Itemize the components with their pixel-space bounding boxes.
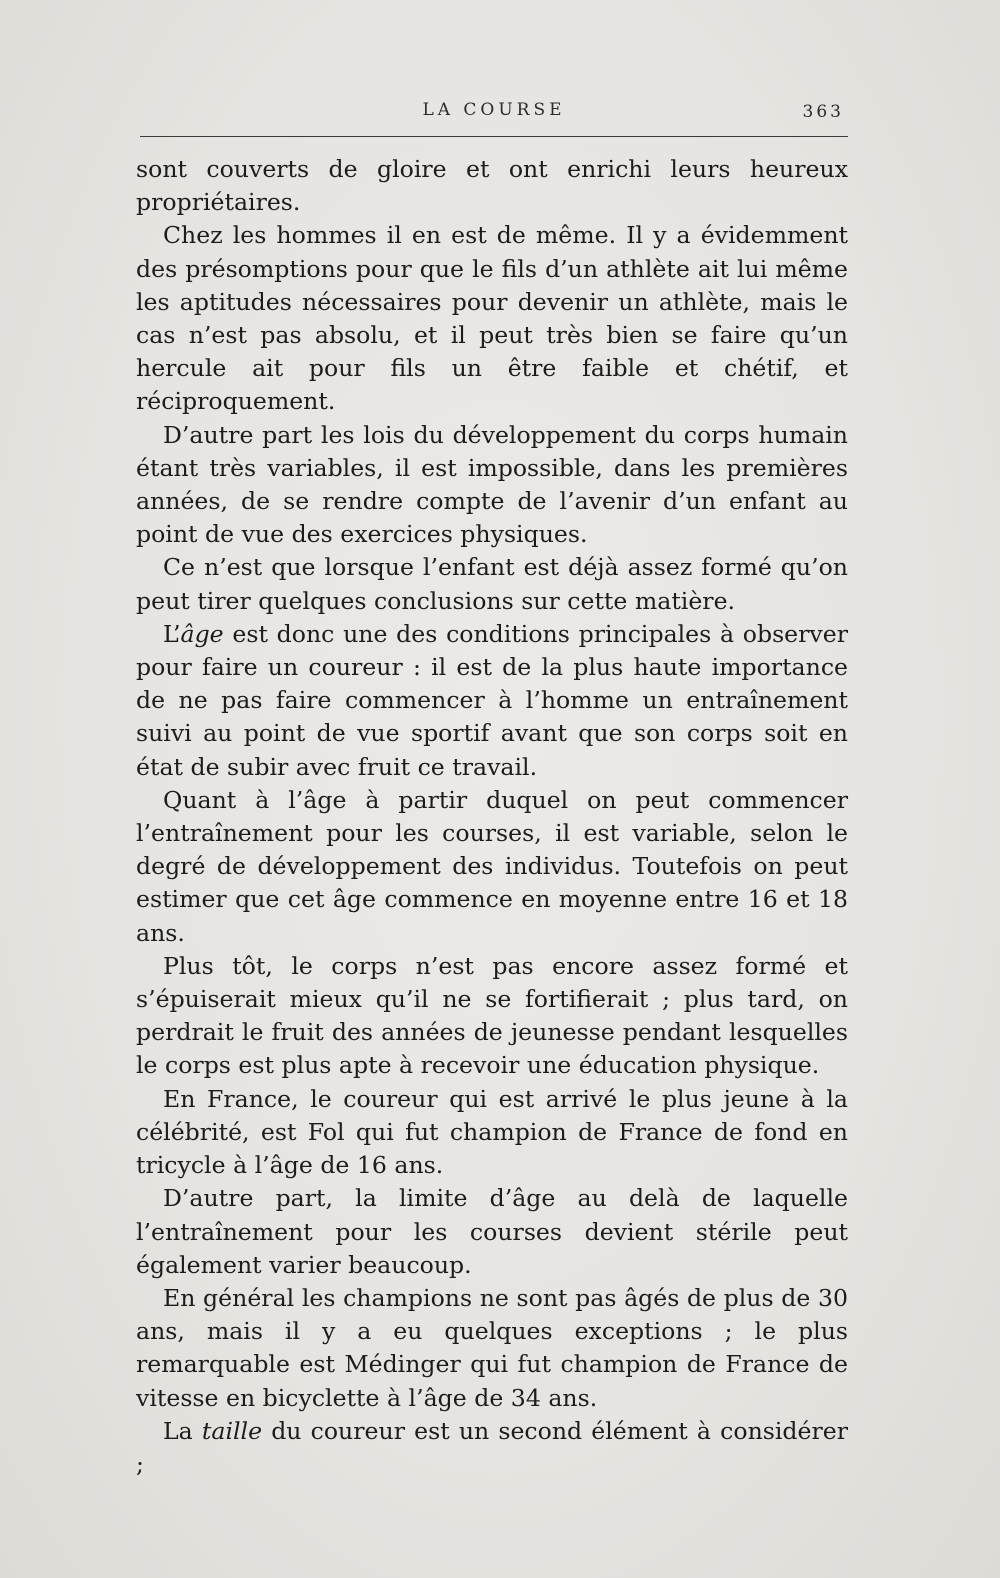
paragraph-11-rest: du coureur est un second élément à considérer ; [136, 1416, 849, 1478]
running-head [140, 100, 848, 130]
paragraph-11 [136, 1415, 848, 1481]
paragraph-2: Chez les hommes il en est de même. Il y a évidemment des présomptions pour que le fils d’un athlète ait lui même les aptitudes nécessaires pour devenir un athlète, mais le cas n’est pas absolu, et il peut très bien se faire qu’un hercule ait pour fils un être faible et chétif, et réciproquement. [136, 221, 848, 416]
paragraph-3: D’autre part les lois du développement du corps humain étant très variables, il est impossible, dans les premières années, de se rendre compte de l’avenir d’un enfant au point de vue des exercices physiques. [136, 420, 848, 549]
body-text [136, 153, 848, 1481]
emphasis-age: âge [180, 619, 224, 648]
paragraph-6: Quant à l’âge à partir duquel on peut commencer l’entraînement pour les courses, il est variable, selon le degré de développement des individus. Toutefois on peut estimer que cet âge commence en moyenne entre 16 et 18 ans. [136, 785, 848, 947]
emphasis-taille: taille [201, 1416, 263, 1445]
paragraph-5-rest: est donc une des conditions principales à observer pour faire un coureur : il est de la plus haute importance de ne pas faire commencer à l’homme un entraînement suivi au point de vue sportif avant que son corps soit en état de subir avec fruit ce travail. [136, 619, 848, 781]
running-title: LA COURSE [422, 100, 566, 120]
paragraph-5-lead: L’ [163, 619, 181, 648]
paragraph-7: Plus tôt, le corps n’est pas encore assez formé et s’épuiserait mieux qu’il ne se fortifierait ; plus tard, on perdrait le fruit des années de jeunesse pendant lesquelles le corps est plus apte à recevoir une éducation physique. [136, 951, 848, 1080]
page-number: 363 [802, 102, 844, 122]
paragraph-5 [136, 618, 848, 784]
paragraph-10: En général les champions ne sont pas âgés de plus de 30 ans, mais il y a eu quelques exceptions ; le plus remarquable est Médinger qui fut champion de France de vitesse en bicyclette à l’âge de 34 ans. [136, 1283, 848, 1412]
paragraph-8: En France, le coureur qui est arrivé le plus jeune à la célébrité, est Fol qui fut champion de France de fond en tricycle à l’âge de 16 ans. [136, 1084, 848, 1180]
paragraph-4: Ce n’est que lorsque l’enfant est déjà assez formé qu’on peut tirer quelques conclusions sur cette matière. [136, 553, 848, 615]
header-rule [140, 136, 848, 137]
paragraph-11-lead: La [163, 1416, 202, 1445]
paragraph-9: D’autre part, la limite d’âge au delà de laquelle l’entraînement pour les courses devient stérile peut également varier beaucoup. [136, 1184, 848, 1279]
paragraph-1: sont couverts de gloire et ont enrichi leurs heureux propriétaires. [136, 155, 848, 217]
